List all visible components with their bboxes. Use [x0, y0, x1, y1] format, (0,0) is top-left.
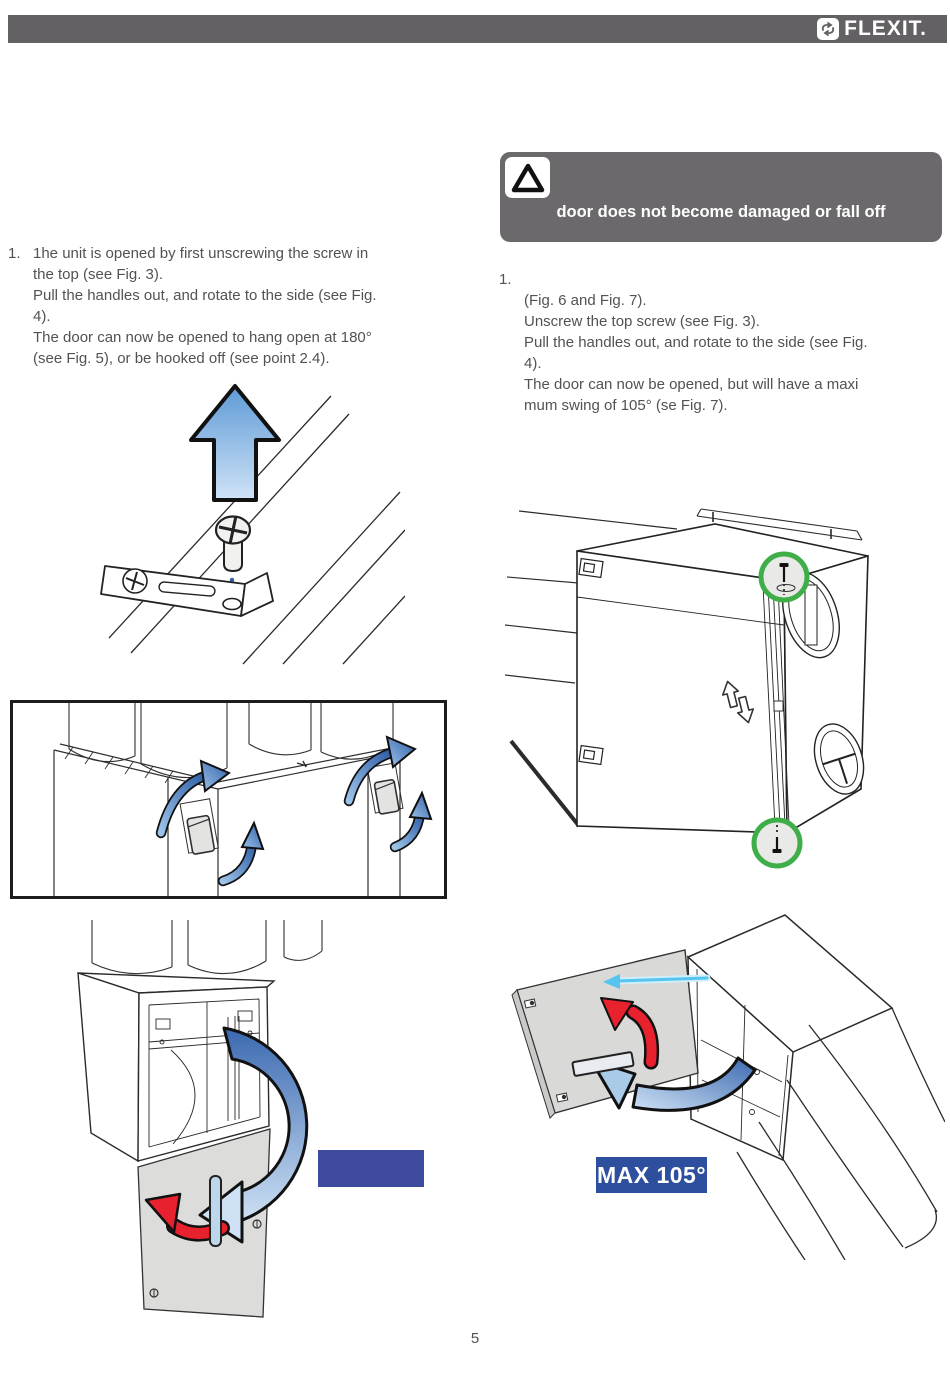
list-number: 1. [499, 271, 512, 288]
figure-7-max-swing [505, 912, 945, 1260]
warning-text: door does not become damaged or fall off [556, 203, 886, 221]
brand-wordmark: FLEXIT. [844, 17, 927, 40]
text-line: the top (see Fig. 3). [33, 266, 164, 283]
screw-highlight-top [761, 554, 807, 600]
flexit-logo [817, 17, 927, 41]
duct-pipes [69, 703, 393, 778]
up-arrow-icon [191, 386, 279, 500]
text-line: 4). [33, 308, 51, 325]
screw-icon [216, 516, 250, 571]
text-line: Pull the handles out, and rotate to the side (see Fig. [33, 287, 377, 304]
instructions-left [8, 243, 468, 369]
door-handle [210, 1176, 221, 1246]
text-line: The door can now be opened to hang open at 180° [33, 329, 372, 346]
text-line: 1he unit is opened by first unscrewing the screw in [33, 245, 369, 262]
cabinet-body [577, 524, 872, 833]
figure-5-door-open-180 [70, 920, 430, 1320]
instruction-lines [524, 290, 949, 416]
header-bar [8, 15, 947, 43]
bracket-plate [101, 566, 273, 616]
handle-right [367, 763, 403, 815]
text-line: mum swing of 105° (se Fig. 7). [524, 397, 728, 414]
figure-4-rotate-handles [13, 703, 444, 896]
text-line: Unscrew the top screw (see Fig. 3). [524, 313, 760, 330]
text-line: Pull the handles out, and rotate to the side (see Fig. [524, 334, 868, 351]
warning-box [500, 152, 942, 242]
warning-triangle-icon [505, 157, 550, 198]
screw-highlight-bottom [754, 820, 800, 866]
text-line: 4). [524, 355, 542, 372]
figure-4-frame [10, 700, 447, 899]
duct-pipes [92, 920, 322, 974]
text-line: (Fig. 6 and Fig. 7). [524, 292, 647, 309]
text-line: The door can now be opened, but will have a maxi [524, 376, 859, 393]
flexit-recycle-icon [817, 18, 839, 40]
fig5-blank-label-box [318, 1150, 424, 1187]
instructions-right [499, 269, 949, 416]
list-number: 1. [8, 245, 21, 262]
figure-6-screw-locations [505, 485, 945, 885]
max-swing-label: MAX 105° [596, 1157, 707, 1193]
page-number: 5 [470, 1330, 480, 1347]
figure-3-unscrew-screw [95, 380, 405, 665]
door-panel [138, 1129, 270, 1317]
text-line: (see Fig. 5), or be hooked off (see point 2.4). [33, 350, 330, 367]
handle-left [180, 799, 219, 855]
instruction-lines [33, 243, 468, 369]
cabinet-body [688, 915, 892, 1160]
